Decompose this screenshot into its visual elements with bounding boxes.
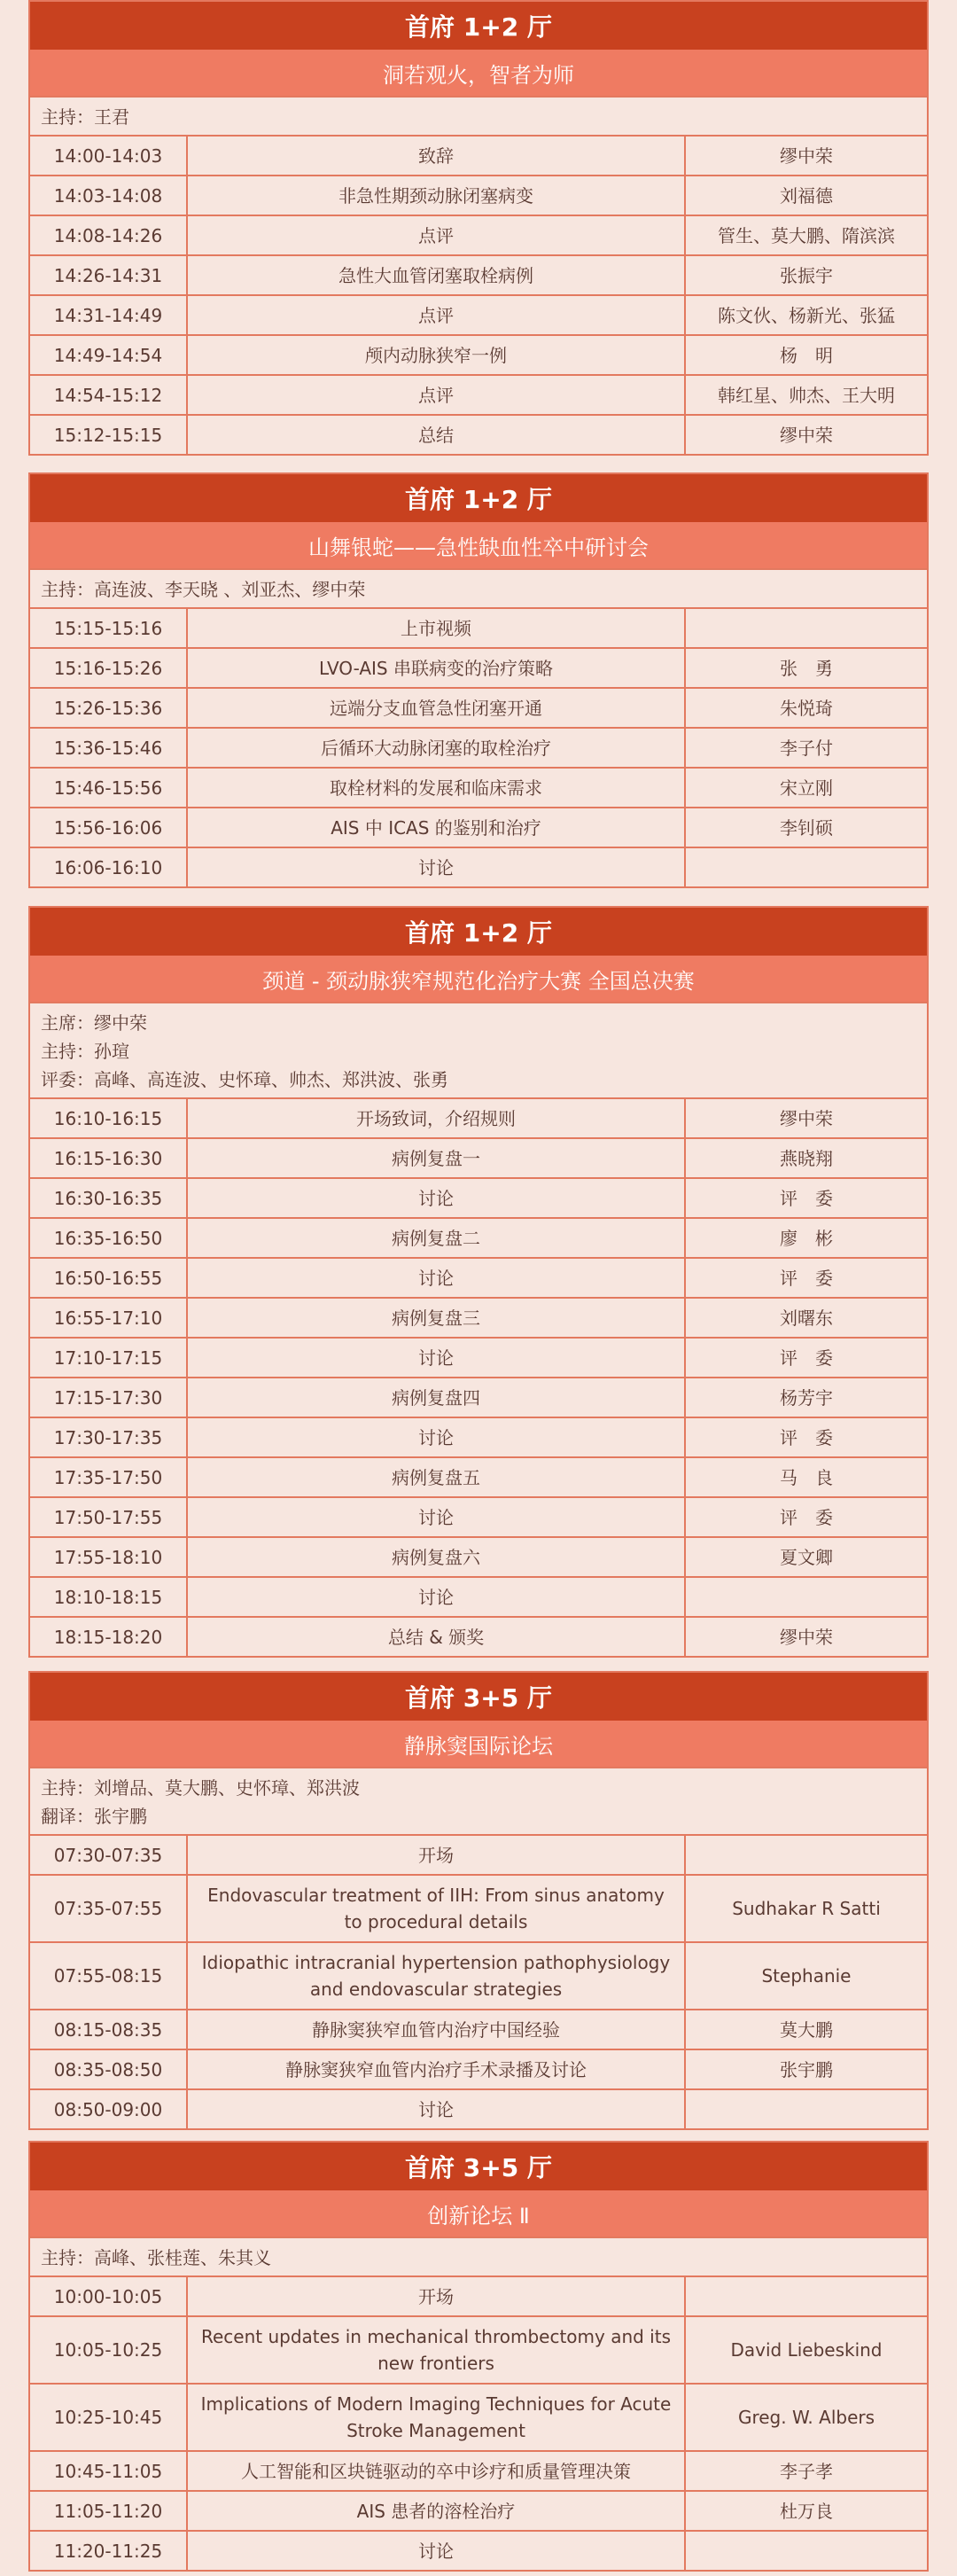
agenda-row: [30, 2088, 927, 2128]
agenda-speaker: [686, 2532, 927, 2570]
agenda-speaker: 燕晓翔: [780, 1147, 833, 1169]
host-line: 主席：缪中荣: [41, 1012, 147, 1034]
host-line: 主持：刘增品、莫大鹏、史怀璋、郑洪波: [41, 1777, 360, 1799]
agenda-speaker: 杜万良: [780, 2500, 833, 2522]
agenda-speaker: 评 委: [780, 1506, 833, 1528]
agenda-time: 08:50-09:00: [30, 2090, 188, 2128]
agenda-title: 讨论: [188, 1578, 686, 1616]
agenda-time: 16:15-16:30: [30, 1139, 188, 1177]
agenda-time: 14:08-14:26: [30, 216, 188, 254]
agenda-time: 10:05-10:25: [30, 2317, 188, 2383]
agenda-title: 点评: [188, 296, 686, 334]
agenda-speaker: 张宇鹏: [780, 2058, 833, 2080]
session-block: [28, 472, 929, 888]
agenda-time: 16:35-16:50: [30, 1219, 188, 1257]
agenda-row: [30, 1337, 927, 1377]
agenda-row: [30, 2490, 927, 2530]
agenda-row: [30, 1377, 927, 1417]
agenda-row: [30, 1576, 927, 1616]
agenda-title: 取栓材料的发展和临床需求: [188, 769, 686, 807]
agenda-time: 15:15-15:16: [30, 609, 188, 647]
agenda-title: 开场: [188, 1836, 686, 1874]
agenda-title: 病例复盘四: [188, 1378, 686, 1417]
agenda-speaker: [686, 609, 927, 647]
agenda-row: [30, 1834, 927, 1874]
agenda-time: 08:35-08:50: [30, 2050, 188, 2088]
agenda-title: 病例复盘二: [188, 1219, 686, 1257]
agenda-time: 11:05-11:20: [30, 2492, 188, 2530]
session-topic: 山舞银蛇——急性缺血性卒中研讨会: [30, 522, 927, 568]
agenda-time: 07:35-07:55: [30, 1876, 188, 1941]
agenda-title: AIS 中 ICAS 的鉴别和治疗: [188, 808, 686, 847]
agenda-title: 静脉窦狭窄血管内治疗中国经验: [188, 2010, 686, 2049]
session-hosts: [30, 1002, 927, 1097]
agenda-time: 16:55-17:10: [30, 1299, 188, 1337]
session-hosts: [30, 1767, 927, 1834]
agenda-row: [30, 414, 927, 454]
agenda-time: 14:54-15:12: [30, 376, 188, 414]
agenda-row: [30, 334, 927, 374]
agenda-row: [30, 374, 927, 414]
agenda-row: [30, 175, 927, 215]
agenda-speaker: 夏文卿: [780, 1546, 833, 1568]
agenda-speaker: 刘曙东: [780, 1307, 833, 1329]
agenda-speaker: 韩红星、帅杰、王大明: [718, 384, 895, 406]
agenda-row: [30, 2049, 927, 2088]
agenda-speaker: 马 良: [780, 1466, 833, 1488]
agenda-title: 讨论: [188, 1418, 686, 1456]
agenda-title: 讨论: [188, 848, 686, 886]
agenda-row: [30, 647, 927, 687]
agenda-title: 非急性期颈动脉闭塞病变: [188, 176, 686, 215]
agenda-time: 16:06-16:10: [30, 848, 188, 886]
agenda-title: 讨论: [188, 1179, 686, 1217]
agenda-time: 14:26-14:31: [30, 256, 188, 294]
agenda-title: 病例复盘六: [188, 1538, 686, 1576]
agenda-time: 18:10-18:15: [30, 1578, 188, 1616]
agenda-title: 讨论: [188, 2090, 686, 2128]
agenda-speaker: 张振宇: [780, 264, 833, 286]
agenda-time: 17:35-17:50: [30, 1458, 188, 1496]
agenda-title: 急性大血管闭塞取栓病例: [188, 256, 686, 294]
agenda-speaker: 李子孝: [780, 2460, 833, 2482]
session-block: [28, 2141, 929, 2572]
agenda-time: 14:03-14:08: [30, 176, 188, 215]
agenda-row: [30, 1257, 927, 1297]
agenda-time: 08:15-08:35: [30, 2010, 188, 2049]
agenda-title: Endovascular treatment of IIH: From sinus anatomy to procedural details: [188, 1876, 686, 1941]
agenda-title: 病例复盘三: [188, 1299, 686, 1337]
agenda-time: 16:30-16:35: [30, 1179, 188, 1217]
agenda-time: 10:25-10:45: [30, 2385, 188, 2450]
agenda-time: 14:00-14:03: [30, 137, 188, 175]
agenda-title: AIS 患者的溶栓治疗: [188, 2492, 686, 2530]
agenda-title: 静脉窦狭窄血管内治疗手术录播及讨论: [188, 2050, 686, 2088]
session-topic: 创新论坛 Ⅱ: [30, 2190, 927, 2236]
agenda-speaker: David Liebeskind: [730, 2339, 883, 2361]
agenda-title: 后循环大动脉闭塞的取栓治疗: [188, 729, 686, 767]
agenda-title: 讨论: [188, 1339, 686, 1377]
agenda-time: 17:15-17:30: [30, 1378, 188, 1417]
hall-name: 首府 1+2 厅: [30, 474, 927, 522]
agenda-title: 总结: [188, 416, 686, 454]
agenda-speaker: 杨芳宇: [780, 1386, 833, 1409]
host-line: 主持：高峰、张桂莲、朱其义: [41, 2247, 271, 2268]
agenda-speaker: 李钊硕: [780, 816, 833, 839]
hall-name: 首府 3+5 厅: [30, 2143, 927, 2190]
agenda-title: 总结 & 颁奖: [188, 1618, 686, 1656]
agenda-time: 17:30-17:35: [30, 1418, 188, 1456]
agenda-row: [30, 294, 927, 334]
agenda-title: LVO-AIS 串联病变的治疗策略: [188, 649, 686, 687]
host-line: 主持：王君: [41, 106, 129, 128]
agenda-speaker: 杨 明: [780, 344, 833, 366]
agenda-row: [30, 1941, 927, 2009]
agenda-row: [30, 1217, 927, 1257]
host-line: 主持：孙瑄: [41, 1041, 129, 1062]
agenda-row: [30, 2315, 927, 2383]
agenda-time: 15:16-15:26: [30, 649, 188, 687]
session-block: [28, 1671, 929, 2130]
session-topic: 洞若观火，智者为师: [30, 50, 927, 96]
agenda-time: 14:31-14:49: [30, 296, 188, 334]
agenda-row: [30, 1417, 927, 1456]
agenda-speaker: 管生、莫大鹏、隋滨滨: [718, 224, 895, 246]
agenda-speaker: 莫大鹏: [780, 2018, 833, 2041]
agenda-row: [30, 254, 927, 294]
agenda-speaker: 评 委: [780, 1347, 833, 1369]
agenda-time: 15:46-15:56: [30, 769, 188, 807]
session-block: [28, 0, 929, 456]
agenda-title: 点评: [188, 376, 686, 414]
agenda-row: [30, 607, 927, 647]
agenda-title: 人工智能和区块链驱动的卒中诊疗和质量管理决策: [188, 2452, 686, 2490]
agenda-title: 讨论: [188, 2532, 686, 2570]
session-hosts: [30, 96, 927, 135]
agenda-title: Recent updates in mechanical thrombectomy and its new frontiers: [188, 2317, 686, 2383]
agenda-row: [30, 807, 927, 847]
agenda-row: [30, 1536, 927, 1576]
agenda-speaker: Stephanie: [761, 1965, 852, 1987]
agenda-row: [30, 215, 927, 254]
agenda-title: 开场: [188, 2277, 686, 2315]
agenda-speaker: 朱悦琦: [780, 697, 833, 719]
agenda-speaker: Sudhakar R Satti: [732, 1898, 881, 1919]
agenda-row: [30, 687, 927, 727]
agenda-row: [30, 767, 927, 807]
session-topic: 静脉窦国际论坛: [30, 1721, 927, 1767]
host-line: 主持：高连波、李天晓 、刘亚杰、缪中荣: [41, 579, 366, 600]
session-hosts: [30, 568, 927, 607]
agenda-title: 开场致词，介绍规则: [188, 1099, 686, 1137]
agenda-time: 10:45-11:05: [30, 2452, 188, 2490]
agenda-title: 讨论: [188, 1259, 686, 1297]
agenda-time: 11:20-11:25: [30, 2532, 188, 2570]
agenda-title: 致辞: [188, 137, 686, 175]
agenda-speaker: [686, 2090, 927, 2128]
agenda-speaker: 张 勇: [780, 657, 833, 679]
agenda-time: 15:12-15:15: [30, 416, 188, 454]
host-line: 评委：高峰、高连波、史怀璋、帅杰、郑洪波、张勇: [41, 1069, 448, 1090]
agenda-title: 点评: [188, 216, 686, 254]
agenda-time: 17:55-18:10: [30, 1538, 188, 1576]
agenda-time: 07:30-07:35: [30, 1836, 188, 1874]
agenda-speaker: 评 委: [780, 1187, 833, 1209]
agenda-time: 15:56-16:06: [30, 808, 188, 847]
agenda-title: 远端分支血管急性闭塞开通: [188, 689, 686, 727]
agenda-speaker: Greg. W. Albers: [737, 2407, 875, 2428]
agenda-speaker: 缪中荣: [780, 424, 833, 446]
agenda-row: [30, 1177, 927, 1217]
agenda-speaker: [686, 2277, 927, 2315]
host-line: 翻译：张宇鹏: [41, 1806, 147, 1827]
agenda-speaker: 陈文伙、杨新光、张猛: [718, 304, 895, 326]
agenda-row: [30, 1097, 927, 1137]
agenda-title: Implications of Modern Imaging Techniques for Acute Stroke Management: [188, 2385, 686, 2450]
agenda-row: [30, 2450, 927, 2490]
agenda-row: [30, 1496, 927, 1536]
agenda-speaker: 评 委: [780, 1267, 833, 1289]
agenda-speaker: [686, 1578, 927, 1616]
agenda-title: 上市视频: [188, 609, 686, 647]
agenda-time: 17:10-17:15: [30, 1339, 188, 1377]
session-hosts: [30, 2236, 927, 2275]
agenda-row: [30, 727, 927, 767]
agenda-speaker: [686, 1836, 927, 1874]
agenda-title: 病例复盘一: [188, 1139, 686, 1177]
agenda-speaker: 李子付: [780, 737, 833, 759]
agenda-time: 10:00-10:05: [30, 2277, 188, 2315]
agenda-title: 颅内动脉狭窄一例: [188, 336, 686, 374]
agenda-row: [30, 2009, 927, 2049]
agenda-row: [30, 2530, 927, 2570]
hall-name: 首府 3+5 厅: [30, 1673, 927, 1721]
agenda-row: [30, 1297, 927, 1337]
agenda-time: 18:15-18:20: [30, 1618, 188, 1656]
agenda-title: Idiopathic intracranial hypertension pathophysiology and endovascular strategies: [188, 1943, 686, 2009]
agenda-speaker: 缪中荣: [780, 1626, 833, 1648]
agenda-speaker: 缪中荣: [780, 144, 833, 167]
agenda-row: [30, 2275, 927, 2315]
agenda-time: 15:36-15:46: [30, 729, 188, 767]
agenda-speaker: [686, 848, 927, 886]
agenda-title: 病例复盘五: [188, 1458, 686, 1496]
agenda-row: [30, 847, 927, 886]
agenda-speaker: 廖 彬: [780, 1227, 833, 1249]
agenda-time: 14:49-14:54: [30, 336, 188, 374]
agenda-row: [30, 1616, 927, 1656]
hall-name: 首府 1+2 厅: [30, 2, 927, 50]
agenda-time: 15:26-15:36: [30, 689, 188, 727]
agenda-time: 07:55-08:15: [30, 1943, 188, 2009]
agenda-time: 17:50-17:55: [30, 1498, 188, 1536]
agenda-speaker: 刘福德: [780, 184, 833, 207]
agenda-speaker: 缪中荣: [780, 1107, 833, 1129]
agenda-time: 16:10-16:15: [30, 1099, 188, 1137]
agenda-speaker: 评 委: [780, 1426, 833, 1448]
agenda-row: [30, 135, 927, 175]
agenda-speaker: 宋立刚: [780, 777, 833, 799]
agenda-title: 讨论: [188, 1498, 686, 1536]
session-block: [28, 906, 929, 1658]
hall-name: 首府 1+2 厅: [30, 908, 927, 956]
agenda-row: [30, 1456, 927, 1496]
session-topic: 颈道 - 颈动脉狭窄规范化治疗大赛 全国总决赛: [30, 956, 927, 1002]
agenda-row: [30, 2383, 927, 2450]
agenda-row: [30, 1874, 927, 1941]
agenda-row: [30, 1137, 927, 1177]
agenda-time: 16:50-16:55: [30, 1259, 188, 1297]
